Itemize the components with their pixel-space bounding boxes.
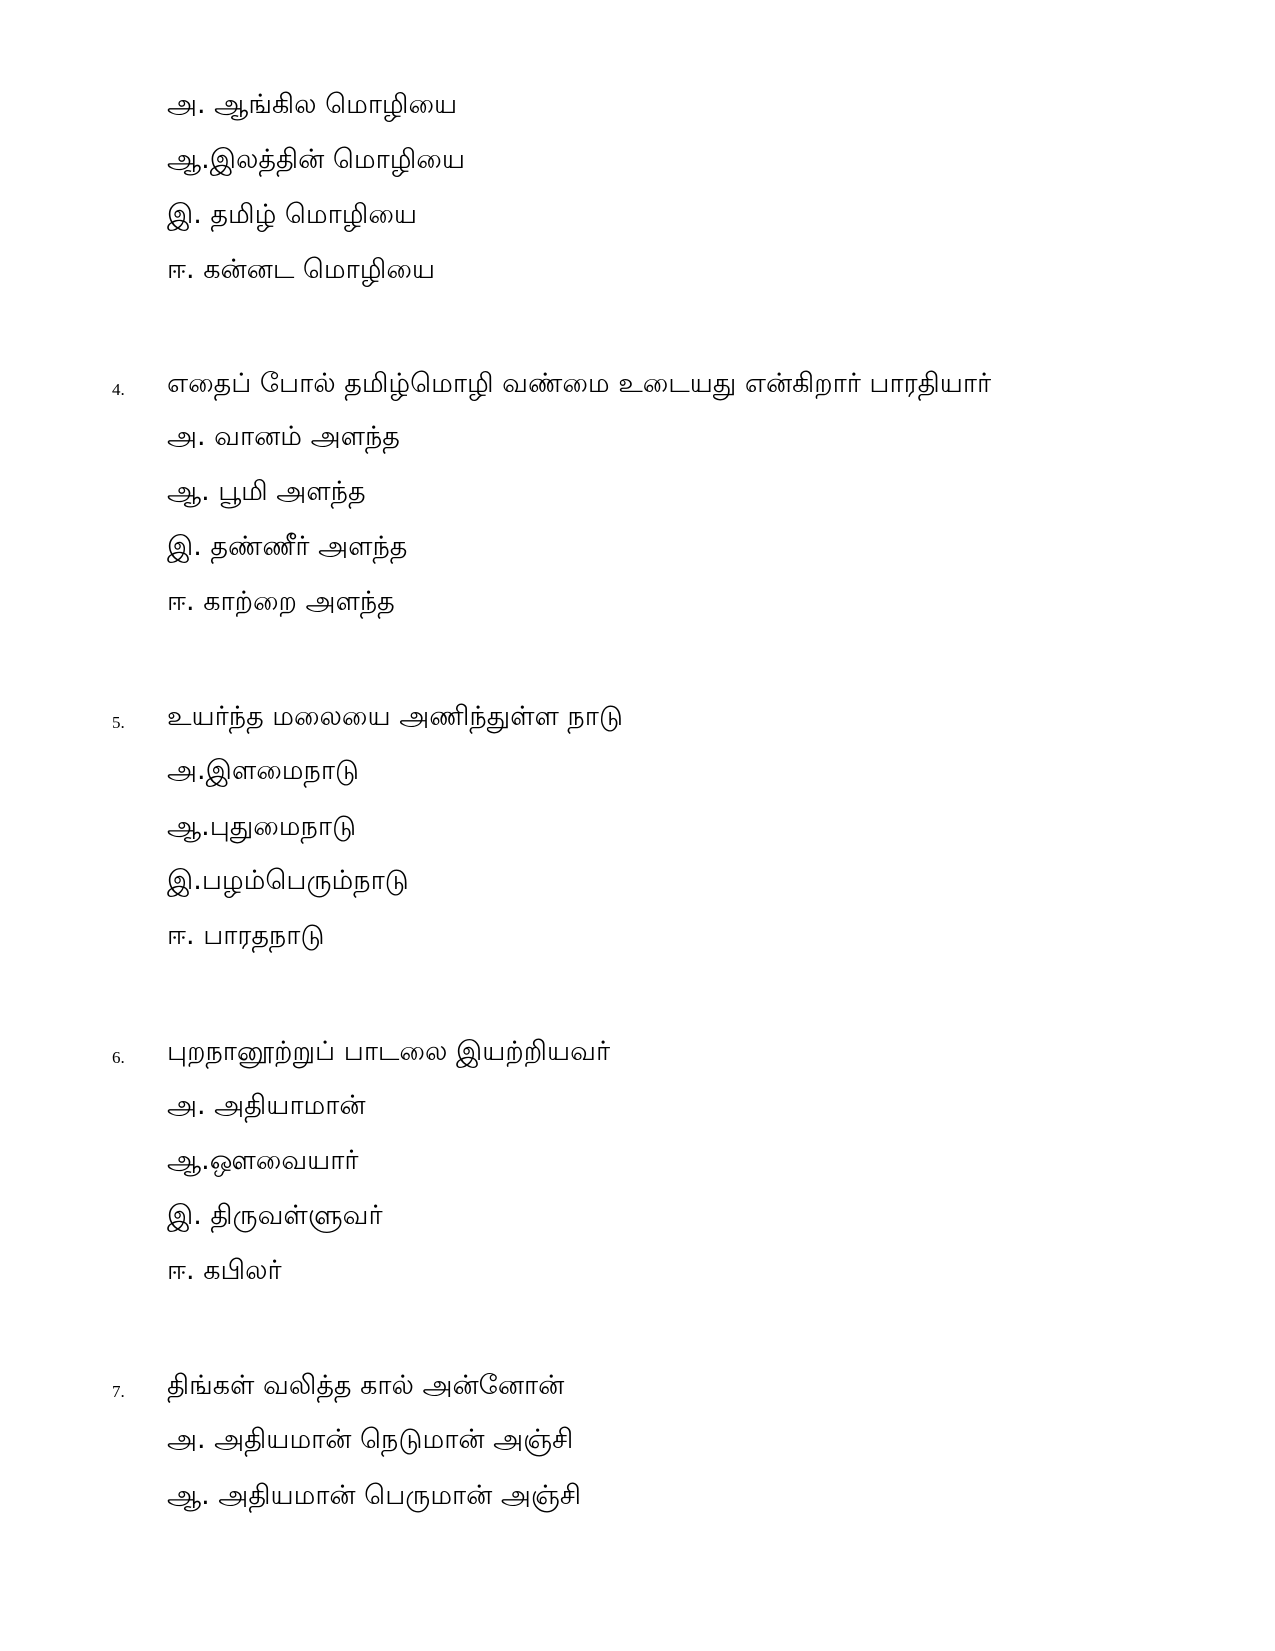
option-6a: அ. அதியாமான்	[167, 1090, 366, 1121]
option-3a: அ. ஆங்கில மொழியை	[167, 89, 458, 120]
option-3c: இ. தமிழ் மொழியை	[167, 199, 418, 230]
option-4b: ஆ. பூமி அளந்த	[167, 476, 366, 507]
option-7b: ஆ. அதியமான் பெருமான் அஞ்சி	[167, 1480, 582, 1511]
question-7-text: திங்கள் வலித்த கால் அன்னோன்	[167, 1370, 565, 1401]
question-4-text: எதைப் போல் தமிழ்மொழி வண்மை உடையது என்கிறார் பாரதியார்	[167, 368, 992, 399]
question-5-number: 5.	[112, 713, 125, 732]
option-5c: இ.பழம்பெரும்நாடு	[167, 865, 409, 896]
option-4c: இ. தண்ணீர் அளந்த	[167, 531, 408, 562]
option-5a: அ.இளமைநாடு	[167, 755, 360, 786]
question-7-number: 7.	[112, 1382, 125, 1401]
option-5d: ஈ. பாரதநாடு	[167, 920, 325, 951]
option-6d: ஈ. கபிலர்	[167, 1255, 282, 1286]
option-3b: ஆ.இலத்தின் மொழியை	[167, 144, 466, 175]
question-6-text: புறநானூற்றுப் பாடலை இயற்றியவர்	[167, 1036, 611, 1067]
question-5-text: உயர்ந்த மலையை அணிந்துள்ள நாடு	[167, 701, 623, 732]
option-4a: அ. வானம் அளந்த	[167, 421, 400, 452]
question-4-number: 4.	[112, 380, 125, 399]
question-6-number: 6.	[112, 1048, 125, 1067]
option-6b: ஆ.ஔவையார்	[167, 1145, 359, 1176]
option-3d: ஈ. கன்னட மொழியை	[167, 254, 436, 285]
option-4d: ஈ. காற்றை அளந்த	[167, 586, 395, 617]
option-7a: அ. அதியமான் நெடுமான் அஞ்சி	[167, 1424, 574, 1455]
option-5b: ஆ.புதுமைநாடு	[167, 811, 357, 842]
option-6c: இ. திருவள்ளுவர்	[167, 1200, 383, 1231]
